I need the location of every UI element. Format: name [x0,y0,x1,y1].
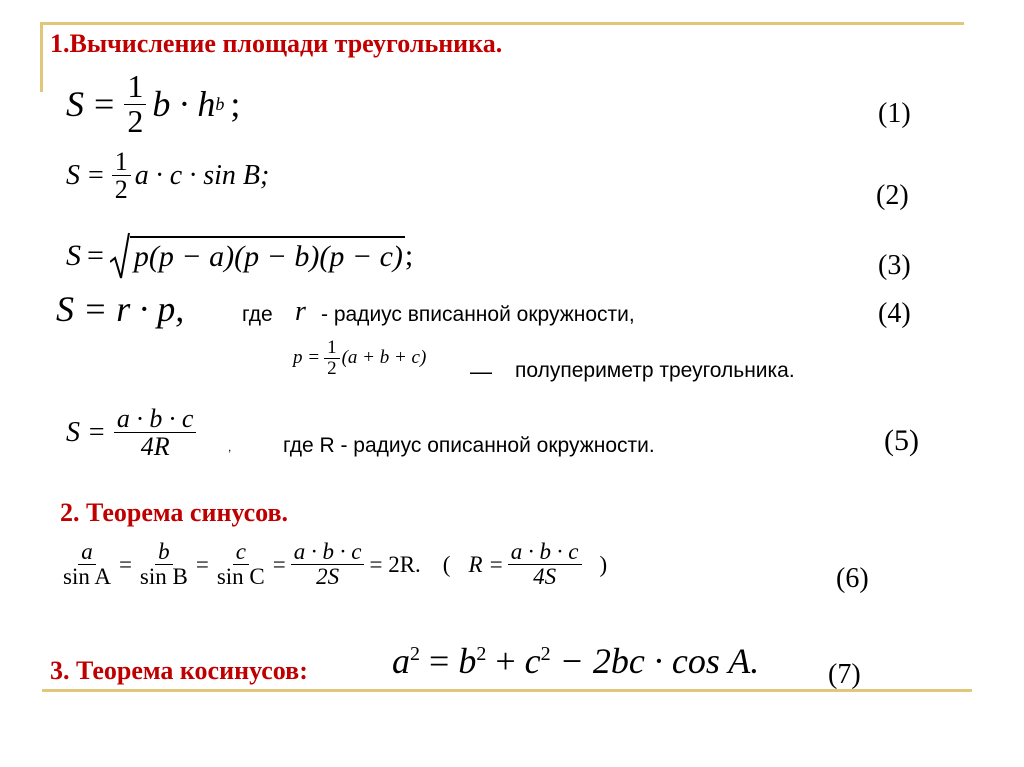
semiperimeter-formula [293,338,426,379]
formula-7-number: (7) [828,659,861,690]
formula-7 [392,640,759,682]
formula-3-lhs: S [66,239,81,272]
heading-law-of-cosines: 3. Теорема косинусов: [50,656,308,685]
formula-6-number: (6) [836,563,869,594]
sines-fraction-a-numerator: a [78,540,96,565]
formula-3-semicolon: ; [404,239,414,272]
formula-6 [60,540,607,589]
cosines-plus: + [495,641,516,681]
sines-paren-open: ( [442,551,451,577]
sines-r-fraction [508,540,582,589]
formula-5-numerator: a · b · c [114,405,197,433]
heading-triangle-area: 1.Вычисление площади треугольника. [50,29,503,58]
semiperimeter-dash: — [470,359,492,384]
sines-eq-3: = [272,551,286,577]
semiperimeter-fraction [324,338,340,379]
formula-1-number: (1) [878,98,911,129]
sines-fraction-c [214,540,268,589]
cosines-exp-a: 2 [410,643,420,665]
formula-1-denominator: 2 [127,102,144,139]
semiperimeter-description: полупериметр треугольника. [515,359,795,382]
sines-fraction-b [137,540,191,589]
formula-1-subscript: b [215,93,225,114]
formula-1-fraction [124,70,146,138]
sines-fraction-b-denominator: sin B [139,564,188,590]
sines-result: = 2R. [369,551,421,577]
cosines-exp-b: 2 [476,643,487,665]
formula-1-lhs: S [66,84,84,125]
formula-2-numerator: 1 [112,148,131,176]
sines-fraction-b-numerator: b [155,540,173,565]
formula-4-number: (4) [878,298,911,329]
formula-2 [66,148,269,204]
semiperimeter-denominator: 2 [327,357,337,379]
cosines-exp-c: 2 [540,643,551,665]
formula-4-where-prefix: где [242,303,273,326]
sines-r-numerator: a · b · c [508,540,582,565]
sines-fraction-a [60,540,114,589]
formula-2-rhs: a · c · sin B; [134,159,270,191]
formula-4: S = r · p, [56,289,185,329]
formula-1-rhs: b · h [152,84,216,125]
formula-5-number: (5) [884,424,919,457]
semiperimeter-numerator: 1 [324,338,340,359]
formula-5-denominator: 4R [140,432,170,462]
formula-5-description: где R - радиус описанной окружности. [283,434,655,457]
formula-1 [66,70,240,138]
formula-5-comma: , [228,440,232,454]
sines-eq-2: = [195,551,209,577]
formula-4-description: - радиус вписанной окружности, [321,303,635,326]
sines-fraction-a-denominator: sin A [63,564,111,590]
heading-law-of-sines: 2. Теорема синусов. [60,498,289,527]
formula-4-where-variable: r [295,296,306,327]
sines-paren-close: ) [599,551,608,577]
sines-r-denominator: 4S [533,564,557,590]
formula-5-fraction [114,405,197,461]
formula-3 [66,232,413,280]
formula-2-denominator: 2 [114,175,128,205]
formula-2-eq: = [88,159,104,191]
sines-fraction-abc-numerator: a · b · c [291,540,365,565]
sines-r-lhs: R = [468,551,504,577]
frame-top-line [42,22,964,25]
sines-fraction-abc-denominator: 2S [316,564,340,590]
formula-2-number: (2) [876,180,909,211]
sines-fraction-c-numerator: c [233,540,249,565]
formula-2-fraction [112,148,131,204]
semiperimeter-rhs: (a + b + c) [341,347,427,369]
formula-3-number: (3) [878,250,911,281]
frame-left-line [40,22,43,92]
cosines-b: b [458,641,477,681]
cosines-eq: = [429,641,450,681]
formula-1-numerator: 1 [124,70,146,105]
formula-3-radicand: p(p − a)(p − b)(p − c) [130,236,405,274]
formula-5-lhs: S = [66,416,106,448]
sines-eq-1: = [118,551,132,577]
cosines-a: a [392,641,410,681]
sines-fraction-abc [291,540,365,589]
cosines-c: c [524,641,541,681]
sqrt-radical-icon [110,232,130,280]
cosines-rest: − 2bc · cos A. [559,641,760,681]
formula-1-eq: = [94,84,115,125]
formula-1-semicolon: ; [230,84,241,125]
formula-3-eq: = [87,239,104,272]
sines-fraction-c-denominator: sin C [216,564,265,590]
formula-5 [66,405,196,461]
formula-2-lhs: S [66,159,80,191]
semiperimeter-lhs: p = [293,347,321,369]
